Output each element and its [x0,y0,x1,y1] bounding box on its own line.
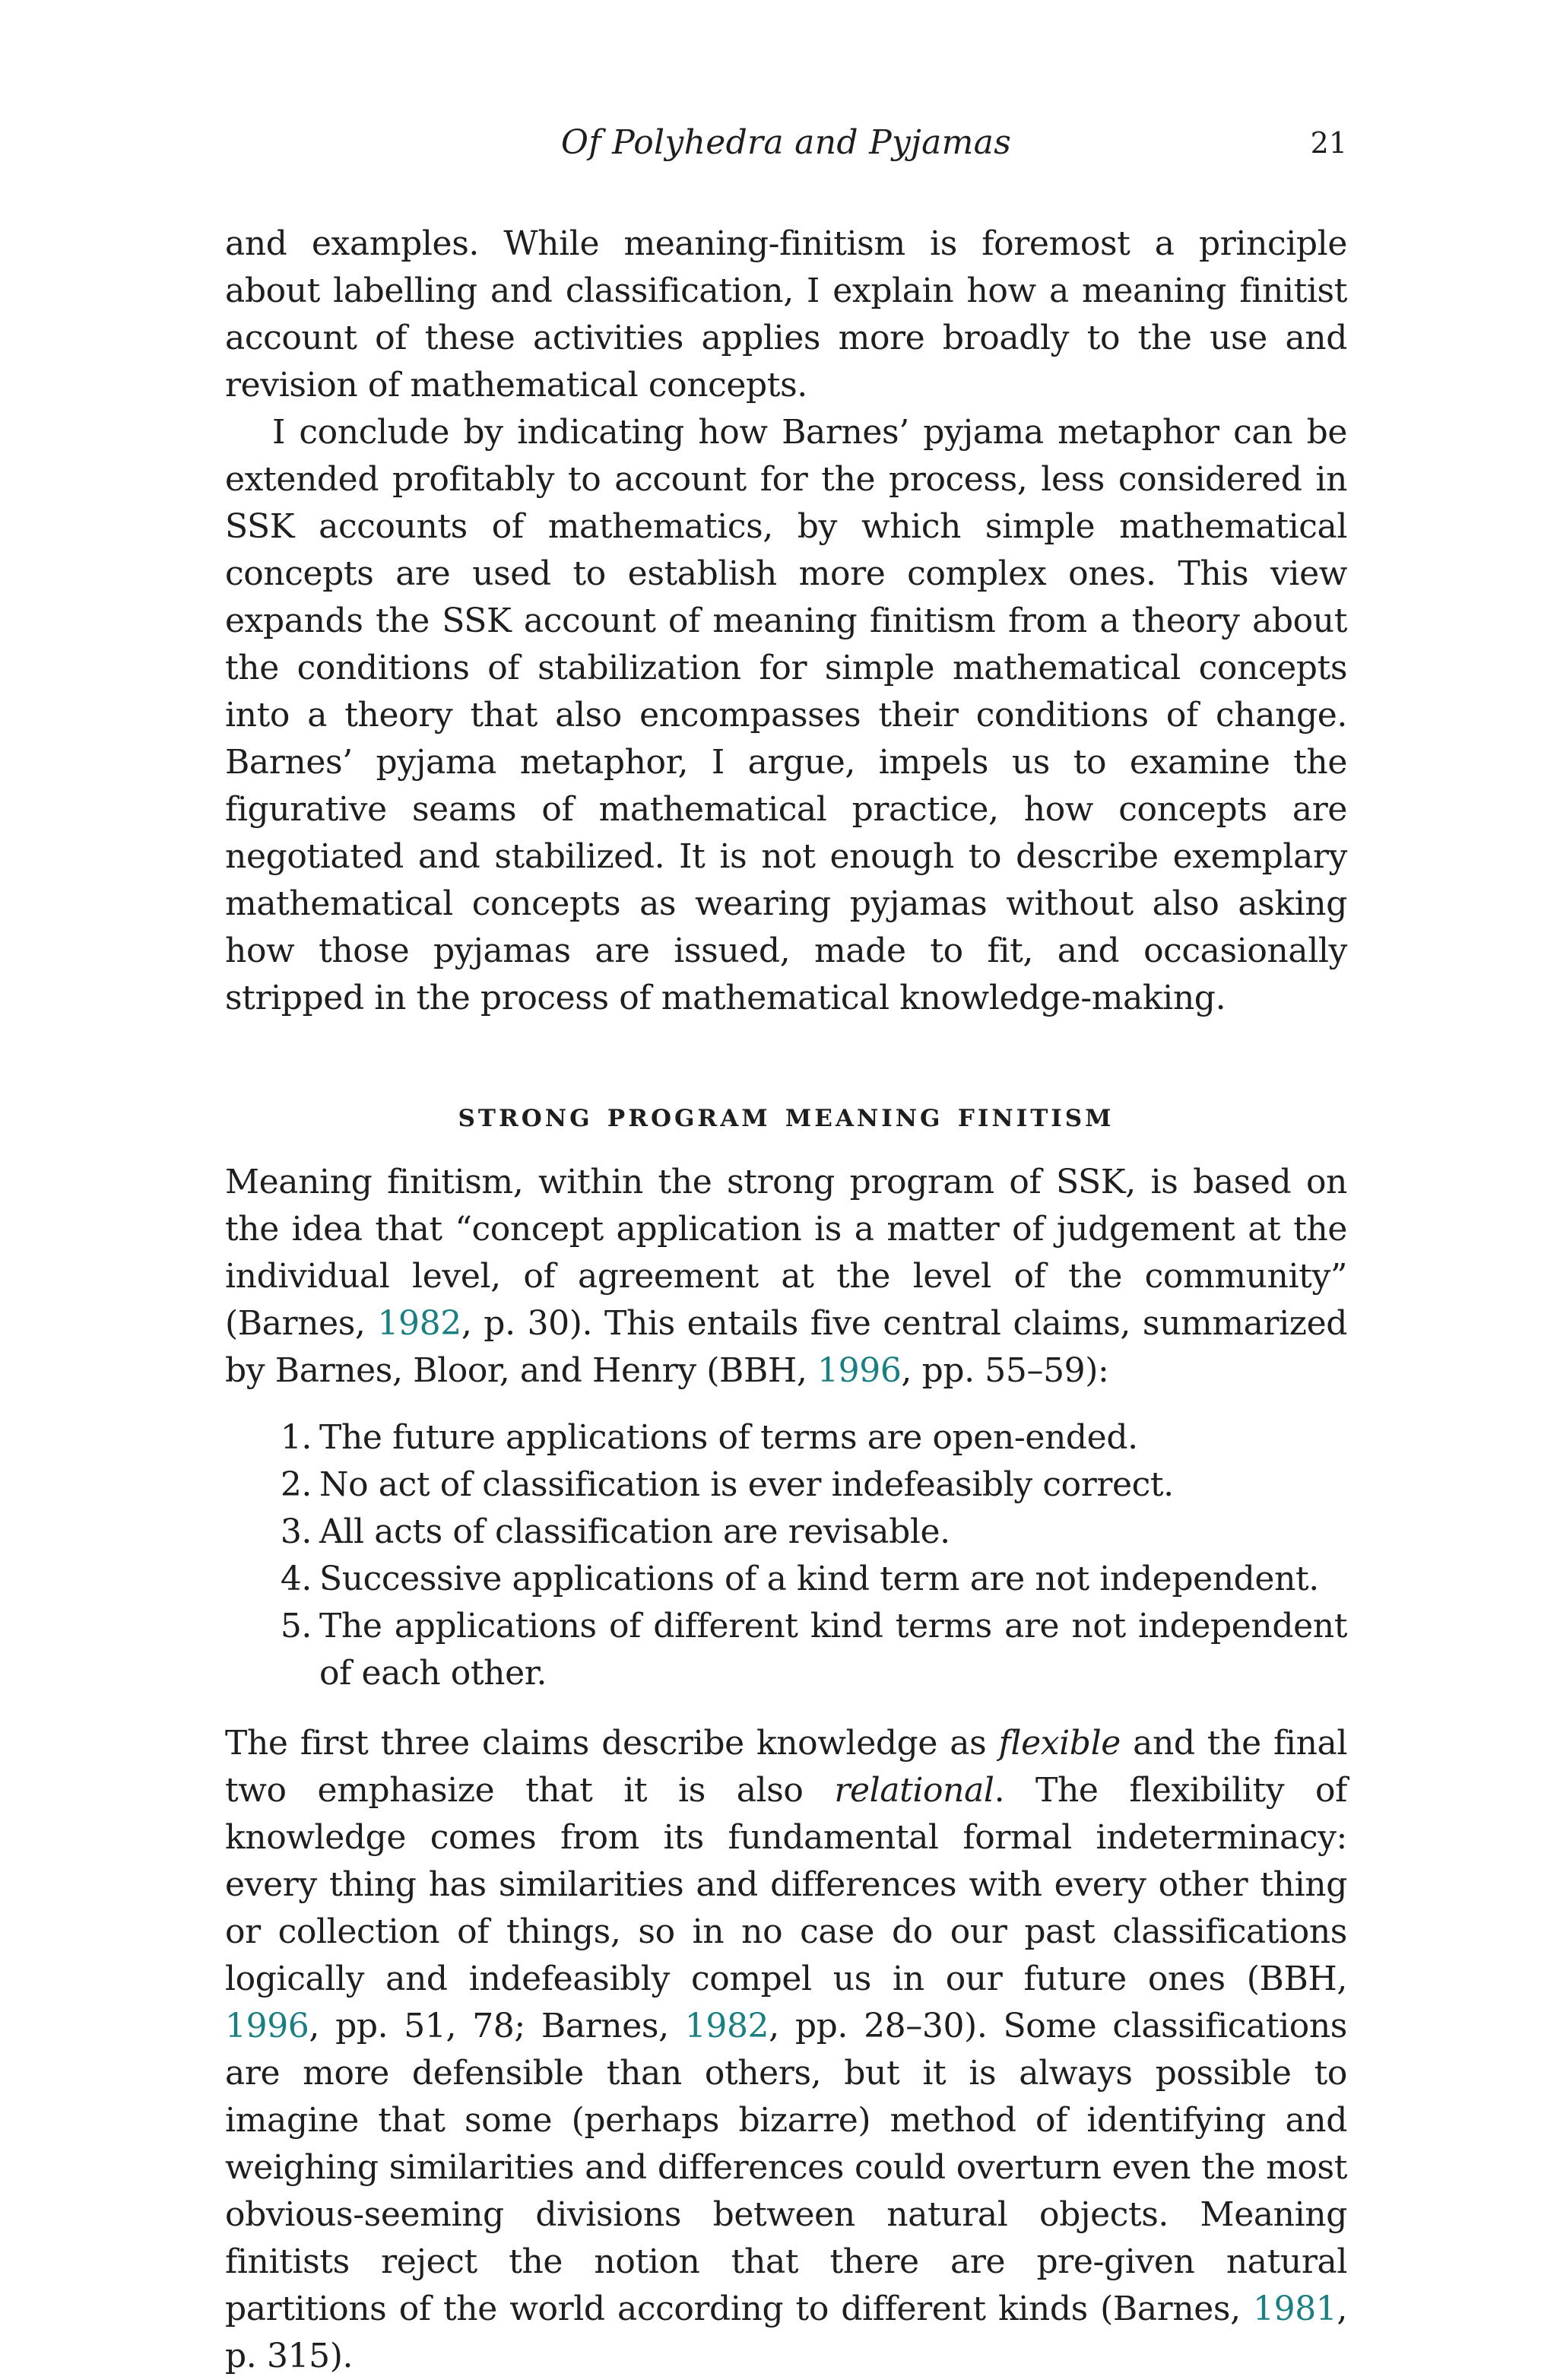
emphasis-relational: relational [834,1771,994,1810]
list-text: No act of classification is ever indefeasibly correct. [319,1465,1174,1504]
text-run: and the final two emphasize that it is also [225,1724,1348,1810]
list-item [280,1556,1347,1603]
list-text: The applications of different kind terms are not independent of each other. [319,1607,1347,1693]
citation-link-barnes-1982[interactable]: 1982 [684,2007,769,2045]
list-number: 4. [280,1560,312,1598]
text-run: , pp. 55–59): [901,1351,1109,1390]
body-text [225,221,1347,2380]
text-run: , p. 30). This entails five central claims, summarized by Barnes, Bloor, and Henry (BBH, [225,1304,1347,1390]
intro-paragraph-2: I conclude by indicating how Barnes’ pyjama metaphor can be extended profitably to account for the process, less considered in SSK accounts of mathematics, by which simple mathematical concepts are used to establish more complex ones. This view expands the SSK account of meaning finitism from a theory about the conditions of stabilization for simple mathematical concepts into a theory that also encompasses their conditions of change. Barnes’ pyjama metaphor, I argue, impels us to examine the figurative seams of mathematical practice, how concepts are negotiated and stabilized. It is not enough to describe exemplary mathematical concepts as wearing pyjamas without also asking how those pyjamas are issued, made to fit, and occasionally stripped in the process of mathematical knowledge-making. [225,413,1347,1017]
text-run: , p. 315). [225,2290,1347,2375]
citation-link-bbh-1996[interactable]: 1996 [817,1351,902,1390]
text-run: , pp. 51, 78; Barnes, [309,2007,685,2045]
list-number: 2. [280,1465,312,1504]
text-run: , pp. 28–30). Some classifications are more defensible than others, but it is always possible to imagine that some (perhaps bizarre) method of identifying and weighing similarities and differences could overturn even the most obvious-seeming divisions between natural objects. Meaning finitists reject the notion that there are pre-given natural partitions of the world according to different kinds (Barnes, [225,2007,1347,2328]
section-heading: strong program meaning finitism [458,1096,1115,1134]
list-item [280,1461,1347,1509]
citation-link-bbh-1996[interactable]: 1996 [225,2007,309,2045]
list-item [280,1509,1347,1556]
page-number: 21 [1310,126,1347,160]
section-paragraph-1 [225,1159,1347,1395]
text-run: . The flexibility of knowledge comes from its fundamental formal indeterminacy: every thing has similarities and differences with every other thing or collection of things, so in no case do our past classifications logically and indefeasibly compel us in our future ones (BBH, [225,1771,1347,1998]
claims-list [225,1414,1347,1697]
list-number: 5. [280,1607,312,1645]
list-text: Successive applications of a kind term are not independent. [319,1560,1319,1598]
list-item [280,1414,1347,1461]
intro-paragraph-1: and examples. While meaning-finitism is foremost a principle about labelling and classification, I explain how a meaning finitist account of these activities applies more broadly to the use and revision of mathematical concepts. [225,224,1347,405]
list-text: The future applications of terms are open-ended. [319,1418,1138,1457]
text-run: Meaning finitism, within the strong program of SSK, is based on the idea that “concept application is a matter of judgement at the individual level, of agreement at the level of the community” (Barnes, [225,1163,1347,1343]
list-number: 3. [280,1512,312,1551]
running-title: Of Polyhedra and Pyjamas [560,123,1012,162]
list-item [280,1603,1347,1697]
emphasis-flexible: flexible [998,1724,1121,1763]
citation-link-barnes-1982[interactable]: 1982 [377,1304,461,1343]
text-run: The first three claims describe knowledge as [225,1724,999,1763]
running-head [225,120,1347,166]
citation-link-barnes-1981[interactable]: 1981 [1253,2290,1337,2328]
section-paragraph-2 [225,1720,1347,2380]
list-text: All acts of classification are revisable. [319,1512,950,1551]
list-number: 1. [280,1418,312,1457]
